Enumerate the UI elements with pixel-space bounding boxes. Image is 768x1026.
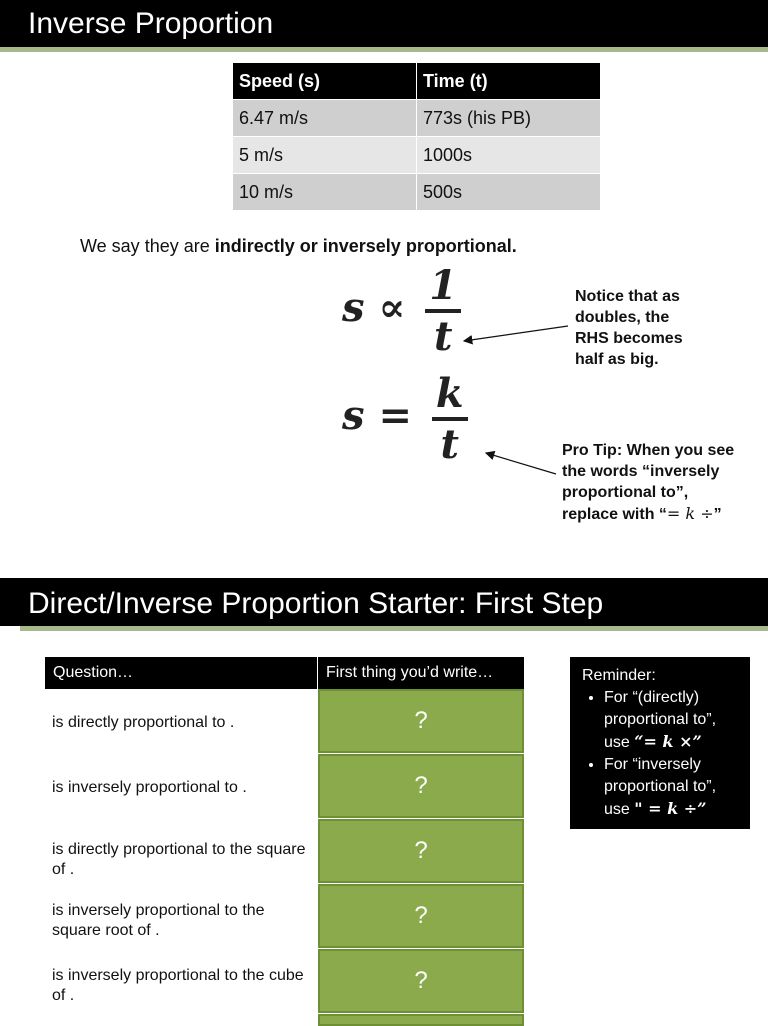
statement-bold: indirectly or inversely proportional.	[214, 236, 517, 256]
table-cell: 773s (his PB)	[417, 100, 601, 137]
slide-starter	[0, 578, 768, 1024]
answer-column-header: First thing you’d write…	[318, 657, 524, 689]
pro-tip-label: Pro Tip:	[562, 442, 623, 459]
reminder-item	[604, 754, 738, 821]
header-time: Time (t)	[417, 63, 601, 100]
table-cell: 1000s	[417, 137, 601, 174]
table-cell: 10 m/s	[233, 174, 417, 211]
note-doubling: Notice that as doubles, the RHS becomes half as big.	[575, 288, 683, 368]
arrow-note1	[464, 326, 568, 341]
table-cell: 500s	[417, 174, 601, 211]
header-speed: Speed (s)	[233, 63, 417, 100]
reminder-item-math: “= k ×”	[634, 732, 702, 751]
reminder-box	[570, 657, 750, 829]
fraction-numerator: k	[435, 370, 464, 417]
fraction-denominator: t	[432, 417, 468, 468]
pro-tip-end: ”	[713, 506, 722, 523]
fraction-denominator: t	[425, 309, 461, 360]
fraction-numerator: 1	[429, 262, 458, 309]
formula-lhs: s	[342, 392, 365, 439]
question-cell: is inversely proportional to the square root of .	[52, 902, 265, 939]
slide-title: Inverse Proportion	[0, 0, 768, 47]
question-cell: is inversely proportional to .	[52, 779, 247, 796]
answer-cell-cut	[318, 1014, 524, 1026]
formula-operator: ∝	[378, 284, 406, 331]
question-cell: is directly proportional to the square of .	[52, 841, 306, 878]
slide-title: Direct/Inverse Proportion Starter: First Step	[0, 578, 768, 626]
answer-cell[interactable]: ?	[318, 884, 524, 948]
answer-cell[interactable]: ?	[318, 819, 524, 883]
answer-cell[interactable]: ?	[318, 689, 524, 753]
arrow-note2	[486, 453, 556, 474]
reminder-title: Reminder:	[582, 667, 656, 684]
reminder-list	[582, 687, 738, 821]
title-underline	[20, 626, 768, 631]
note-pro-tip	[562, 440, 742, 525]
question-cell: is inversely proportional to the cube of .	[52, 967, 304, 1004]
question-cell: is directly proportional to .	[52, 714, 235, 731]
table-cell: 6.47 m/s	[233, 100, 417, 137]
reminder-item-text: For “(directly) proportional to”, use	[604, 689, 717, 751]
pro-tip-text: When you see the words “inversely proportional to”, replace with “	[562, 442, 735, 523]
formula-lhs: s	[342, 284, 365, 331]
answer-cell[interactable]: ?	[318, 754, 524, 818]
reminder-item	[604, 687, 738, 754]
formula-operator: =	[378, 392, 412, 439]
table-cell: 5 m/s	[233, 137, 417, 174]
statement-prefix: We say they are	[80, 236, 215, 256]
answer-cell[interactable]: ?	[318, 949, 524, 1013]
pro-tip-math: = k ÷	[666, 504, 714, 523]
reminder-item-text: For “inversely proportional to”, use	[604, 756, 717, 818]
reminder-item-math: " = k ÷”	[634, 799, 707, 818]
question-column-header: Question…	[45, 657, 317, 689]
